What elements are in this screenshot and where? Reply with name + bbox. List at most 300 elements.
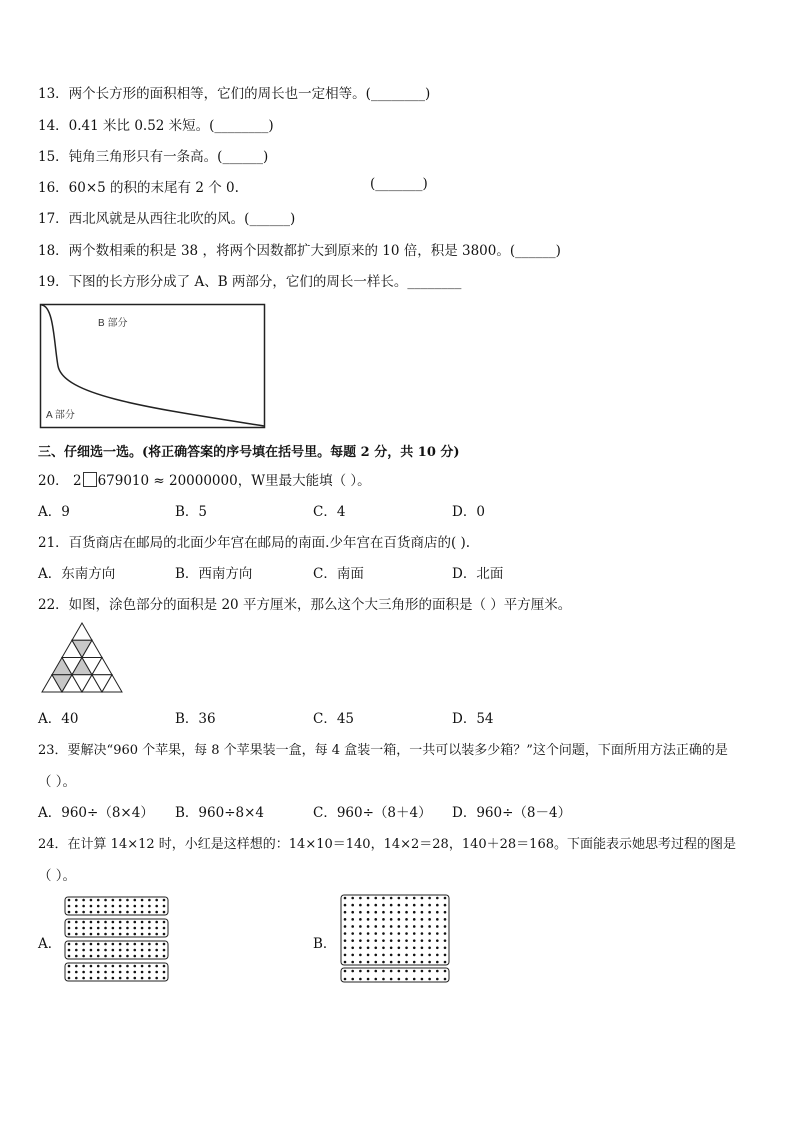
q23-option-c[interactable]: C．960÷（8＋4） (313, 805, 432, 821)
dot-group-a-0-frame (65, 897, 168, 915)
q23-option-a[interactable]: A．960÷（8×4） (38, 805, 154, 821)
dot (68, 965, 71, 968)
blank-box (83, 472, 97, 487)
dot-group-a-3-frame (65, 963, 168, 981)
dot (104, 943, 107, 946)
dot (155, 977, 158, 980)
dot (359, 918, 362, 921)
dot (82, 971, 85, 974)
question-13: 13．两个长方形的面积相等，它们的周长也一定相等。(________) (38, 86, 431, 102)
dot (344, 925, 347, 928)
dot (82, 949, 85, 952)
dot (112, 911, 115, 914)
dot (382, 897, 385, 900)
dot (163, 911, 166, 914)
dot (436, 911, 439, 914)
dot (398, 978, 401, 981)
dot (82, 977, 85, 980)
dot (104, 905, 107, 908)
dot (374, 961, 377, 964)
dot (112, 933, 115, 936)
dot (141, 971, 144, 974)
dot (359, 897, 362, 900)
dot (436, 904, 439, 907)
dot (90, 921, 93, 924)
dot (133, 927, 136, 930)
dot (390, 961, 393, 964)
dot (390, 932, 393, 935)
dot (148, 955, 151, 958)
q20-option-a[interactable]: A．9 (38, 504, 70, 520)
dot (421, 954, 424, 957)
dot (344, 939, 347, 942)
dot (374, 904, 377, 907)
dot (421, 925, 424, 928)
dot (163, 921, 166, 924)
dot (97, 965, 100, 968)
dot (97, 899, 100, 902)
dot (155, 949, 158, 952)
dot (428, 961, 431, 964)
dot (141, 943, 144, 946)
dot (75, 949, 78, 952)
dot (382, 961, 385, 964)
dot-array-b[interactable] (340, 894, 452, 986)
dot (141, 927, 144, 930)
dot (382, 911, 385, 914)
dot (421, 978, 424, 981)
dot (112, 921, 115, 924)
dot (359, 978, 362, 981)
dot (398, 961, 401, 964)
dot (444, 961, 447, 964)
dot-group-a-2-frame (65, 941, 168, 959)
dot (90, 965, 93, 968)
dot (390, 970, 393, 973)
dot (126, 921, 129, 924)
dot (428, 932, 431, 935)
dot (155, 971, 158, 974)
dot (155, 927, 158, 930)
q22-option-c[interactable]: C．45 (313, 711, 355, 727)
dot (75, 955, 78, 958)
dot (104, 965, 107, 968)
dot (367, 925, 370, 928)
dot (405, 961, 408, 964)
dot (398, 911, 401, 914)
dot (428, 946, 431, 949)
dot (82, 899, 85, 902)
dot (68, 911, 71, 914)
dot (351, 961, 354, 964)
dot (374, 911, 377, 914)
q20-option-b[interactable]: B．5 (175, 504, 208, 520)
dot (398, 918, 401, 921)
dot (75, 911, 78, 914)
dot (90, 933, 93, 936)
dot-block-b-extra-frame (341, 968, 449, 982)
dot (97, 921, 100, 924)
dot (133, 933, 136, 936)
dot (436, 970, 439, 973)
dot (444, 918, 447, 921)
q21-option-b[interactable]: B．西南方向 (175, 566, 253, 582)
dot (413, 954, 416, 957)
dot (155, 933, 158, 936)
dot (382, 939, 385, 942)
dot (126, 971, 129, 974)
dot (413, 939, 416, 942)
dot (367, 939, 370, 942)
dot (405, 925, 408, 928)
dot (382, 970, 385, 973)
dot (133, 949, 136, 952)
dot (398, 954, 401, 957)
dot (155, 921, 158, 924)
dot (104, 921, 107, 924)
dot (436, 897, 439, 900)
dot (97, 933, 100, 936)
q24-option-b[interactable]: B． (313, 936, 337, 952)
q24-option-a[interactable]: A． (38, 936, 62, 952)
question-24-bracket: （ ）。 (38, 868, 77, 884)
dot (374, 897, 377, 900)
dot (148, 943, 151, 946)
dot (421, 939, 424, 942)
dot (367, 970, 370, 973)
dot (119, 905, 122, 908)
dot (97, 955, 100, 958)
section-3-title: 三、仔细选一选。(将正确答案的序号填在括号里。每题 2 分，共 10 分) (38, 445, 460, 460)
dot (82, 955, 85, 958)
dot (133, 911, 136, 914)
dot (112, 899, 115, 902)
dot (126, 955, 129, 958)
dot (398, 897, 401, 900)
dot (97, 943, 100, 946)
dot (90, 943, 93, 946)
dot (141, 933, 144, 936)
dot (90, 927, 93, 930)
dot (436, 932, 439, 935)
dot (413, 970, 416, 973)
dot (444, 946, 447, 949)
dot (374, 970, 377, 973)
dot (141, 955, 144, 958)
dot (428, 897, 431, 900)
dot (141, 899, 144, 902)
dot (367, 978, 370, 981)
dot (155, 965, 158, 968)
dot (82, 927, 85, 930)
dot (90, 955, 93, 958)
dot (133, 965, 136, 968)
dot (367, 932, 370, 935)
dot (398, 970, 401, 973)
dot (68, 933, 71, 936)
q20-prefix: 20． 2 (38, 473, 82, 489)
dot (428, 925, 431, 928)
dot (68, 943, 71, 946)
dot (119, 955, 122, 958)
dot (119, 965, 122, 968)
dot (148, 933, 151, 936)
question-23: 23．要解决“960 个苹果，每 8 个苹果装一盒，每 4 盒装一箱，一共可以装多少箱？”这个问题，下面所用方法正确的是 (38, 743, 728, 758)
dot (148, 921, 151, 924)
dot (351, 932, 354, 935)
question-23-bracket: （ ）。 (38, 774, 77, 790)
dot (82, 943, 85, 946)
dot (351, 970, 354, 973)
dot (428, 904, 431, 907)
dot (90, 949, 93, 952)
dot (390, 954, 393, 957)
dot (390, 978, 393, 981)
dot (421, 932, 424, 935)
q21-option-c[interactable]: C．南面 (313, 566, 364, 582)
dot (413, 918, 416, 921)
q23-option-d[interactable]: D．960÷（8－4） (452, 805, 572, 821)
dot (382, 918, 385, 921)
dividing-curve (42, 305, 265, 426)
dot (436, 978, 439, 981)
dot (104, 927, 107, 930)
dot (119, 943, 122, 946)
dot (405, 918, 408, 921)
dot (413, 925, 416, 928)
dot (155, 911, 158, 914)
question-18: 18．两个数相乘的积是 38 ，将两个因数都扩大到原来的 10 倍，积是 3800。(______) (38, 243, 561, 259)
q23-option-b[interactable]: B．960÷8×4 (175, 805, 264, 821)
dot (405, 897, 408, 900)
dot (82, 911, 85, 914)
dot (97, 911, 100, 914)
dot (68, 977, 71, 980)
dot (344, 897, 347, 900)
dot (413, 946, 416, 949)
dot (75, 943, 78, 946)
dot (421, 946, 424, 949)
dot (75, 977, 78, 980)
dot (133, 977, 136, 980)
dot (68, 955, 71, 958)
dot (344, 954, 347, 957)
dot (148, 949, 151, 952)
dot (428, 978, 431, 981)
dot (75, 965, 78, 968)
dot (367, 897, 370, 900)
dot (104, 955, 107, 958)
dot (359, 961, 362, 964)
dot (421, 961, 424, 964)
dot (359, 911, 362, 914)
dot (75, 933, 78, 936)
dot (97, 949, 100, 952)
dot (68, 927, 71, 930)
dot (405, 946, 408, 949)
dot (148, 977, 151, 980)
dot (359, 925, 362, 928)
q22-option-a[interactable]: A．40 (38, 711, 79, 727)
dot (444, 897, 447, 900)
q22-option-b[interactable]: B．36 (175, 711, 216, 727)
dot (90, 971, 93, 974)
dot (133, 943, 136, 946)
dot (405, 911, 408, 914)
dot (413, 911, 416, 914)
dot (126, 899, 129, 902)
dot (141, 965, 144, 968)
dot (344, 904, 347, 907)
dot (421, 904, 424, 907)
dot (421, 897, 424, 900)
dot (97, 971, 100, 974)
dot (119, 949, 122, 952)
dot (163, 933, 166, 936)
dot (444, 932, 447, 935)
question-16: 16．60×5 的积的末尾有 2 个 0. (38, 180, 239, 196)
dot (163, 949, 166, 952)
dot (374, 978, 377, 981)
dot (133, 955, 136, 958)
dot (68, 949, 71, 952)
dot (126, 933, 129, 936)
dot (398, 904, 401, 907)
dot (97, 977, 100, 980)
dot (163, 899, 166, 902)
dot (141, 977, 144, 980)
dot (405, 932, 408, 935)
dot (112, 927, 115, 930)
dot (367, 954, 370, 957)
dot (382, 904, 385, 907)
dot (119, 921, 122, 924)
dot (444, 925, 447, 928)
dot (390, 911, 393, 914)
q22-option-d[interactable]: D．54 (452, 711, 494, 727)
dot (141, 911, 144, 914)
q21-option-a[interactable]: A．东南方向 (38, 566, 116, 582)
dot (126, 911, 129, 914)
dot (75, 927, 78, 930)
dot (90, 977, 93, 980)
dot (82, 921, 85, 924)
dot (413, 978, 416, 981)
dot (390, 946, 393, 949)
dot (382, 946, 385, 949)
dot (104, 971, 107, 974)
dot (351, 904, 354, 907)
dot (351, 939, 354, 942)
dot (374, 946, 377, 949)
dot (367, 904, 370, 907)
label-part-b: B 部分 (98, 318, 128, 329)
dot (374, 925, 377, 928)
dot (104, 977, 107, 980)
dot (359, 946, 362, 949)
dot (382, 978, 385, 981)
dot (405, 904, 408, 907)
dot (112, 949, 115, 952)
dot (119, 977, 122, 980)
tri-r1-up (72, 623, 92, 640)
dot (163, 965, 166, 968)
dot (413, 961, 416, 964)
dot (126, 949, 129, 952)
dot (413, 904, 416, 907)
question-14: 14．0.41 米比 0.52 米短。(________) (38, 118, 274, 134)
dot (112, 971, 115, 974)
dot (344, 911, 347, 914)
dot (75, 899, 78, 902)
dot (163, 905, 166, 908)
q20-suffix: 679010 ≈ 20000000，W里最大能填（ ）。 (97, 473, 371, 489)
q20-option-c[interactable]: C．4 (313, 504, 346, 520)
dot (405, 970, 408, 973)
question-16-bracket: (_______) (370, 176, 428, 192)
dot (374, 954, 377, 957)
dot (398, 946, 401, 949)
dot (359, 904, 362, 907)
dot (428, 954, 431, 957)
dot (436, 925, 439, 928)
q20-option-d[interactable]: D．0 (452, 504, 485, 520)
question-24: 24．在计算 14×12 时，小红是这样想的：14×10＝140，14×2＝28，140＋28＝168。下面能表示她思考过程的图是 (38, 837, 736, 852)
dot (82, 965, 85, 968)
dot (68, 971, 71, 974)
dot (421, 911, 424, 914)
dot (119, 911, 122, 914)
dot (163, 977, 166, 980)
dot (68, 921, 71, 924)
dot (390, 939, 393, 942)
dot-group-a-1-frame (65, 919, 168, 937)
dot (359, 954, 362, 957)
dot (126, 965, 129, 968)
dot (351, 897, 354, 900)
dot-array-a[interactable] (64, 896, 170, 984)
question-15: 15．钝角三角形只有一条高。(______) (38, 149, 269, 165)
dot (359, 939, 362, 942)
dot (97, 905, 100, 908)
triangle-figure (42, 622, 126, 694)
dot (390, 918, 393, 921)
dot (112, 943, 115, 946)
dot (155, 943, 158, 946)
dot (82, 933, 85, 936)
dot (90, 911, 93, 914)
dot (351, 925, 354, 928)
dot (367, 946, 370, 949)
dot (126, 977, 129, 980)
dot (428, 970, 431, 973)
dot (119, 927, 122, 930)
dot (421, 918, 424, 921)
dot (133, 899, 136, 902)
dot (436, 946, 439, 949)
q21-option-d[interactable]: D．北面 (452, 566, 504, 582)
dot (148, 905, 151, 908)
question-17: 17．西北风就是从西往北吹的风。(______) (38, 211, 296, 227)
dot (344, 961, 347, 964)
dot (344, 970, 347, 973)
dot (367, 961, 370, 964)
dot (68, 899, 71, 902)
dot (421, 970, 424, 973)
dot (374, 918, 377, 921)
dot (436, 961, 439, 964)
dot (382, 932, 385, 935)
